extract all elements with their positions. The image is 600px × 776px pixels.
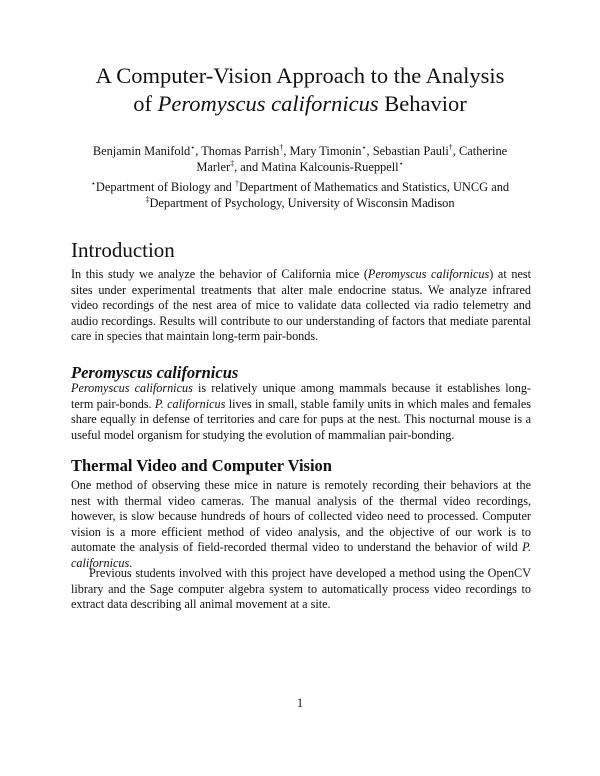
author: Benjamin Manifold⋆, xyxy=(92,142,202,158)
subsection-heading-thermal-video: Thermal Video and Computer Vision xyxy=(71,456,332,475)
subsection-heading-peromyscus: Peromyscus californicus xyxy=(71,363,239,382)
affil-psychology: Department of Psychology, University of Wisconsin Madison xyxy=(149,195,455,210)
section-heading-introduction: Introduction xyxy=(71,238,175,262)
author-list xyxy=(72,143,528,175)
paper-title xyxy=(40,62,560,118)
title-line-2-post: Behavior xyxy=(378,91,467,116)
author: Sebastian Pauli†, xyxy=(372,142,459,158)
affiliations xyxy=(72,180,528,211)
affil-mark-3: ‡ xyxy=(145,194,150,204)
title-species: Peromyscus californicus xyxy=(157,91,379,116)
author: Mary Timonin⋆, xyxy=(289,142,373,158)
affil-mark-2: † xyxy=(234,178,239,188)
author: Catherine Marler‡, and xyxy=(196,144,508,174)
affil-mark-1: ⋆ xyxy=(90,178,96,188)
title-line-2-pre: of xyxy=(133,91,158,116)
title-line-1: A Computer-Vision Approach to the Analysis xyxy=(95,63,505,88)
author: Matina Kalcounis-Rueppell⋆ xyxy=(261,158,404,174)
affil-math: Department of Mathematics and Statistics, UNCG and xyxy=(238,180,510,194)
paragraph-peromyscus: Peromyscus californicus is relatively unique among mammals because it establishes long-term pair-bonds. P. californicus lives in small, stable family units in which males and females share equally in defense of territories and care for pups at the nest. This nocturnal mouse is a useful model organism for studying the evolution of mammalian pair-bonding. xyxy=(71,381,531,442)
paragraph-introduction: In this study we analyze the behavior of California mice (Peromyscus californicus) at nest sites under experimental treatments that alter male endocrine status. We analyze infrared video recordings of the nest area of mice to validate data collected via radio telemetry and audio recordings. Results will contribute to our understanding of factors that mediate parental care in species that maintain long-term pair-bonds. xyxy=(71,267,531,344)
page-number: 1 xyxy=(296,696,304,710)
affil-biology: Department of Biology and xyxy=(95,180,235,194)
paragraph-thermal-2: Previous students involved with this project have developed a method using the OpenCV library and the Sage computer algebra system to automatically process video recordings to extract data describing all animal movement at a site. xyxy=(71,566,531,612)
paragraph-thermal-1: One method of observing these mice in nature is remotely recording their behaviors at the nest with thermal video cameras. The manual analysis of the thermal video recordings, however, is slow because hundreds of hours of collected video need to processed. Computer vision is a more efficient method of video analysis, and the objective of our work is to automate the analysis of field-recorded thermal video to understand the behavior of wild P. californicus. xyxy=(71,478,531,570)
title-line-2 xyxy=(40,90,560,118)
author: Thomas Parrish†, xyxy=(201,142,290,158)
